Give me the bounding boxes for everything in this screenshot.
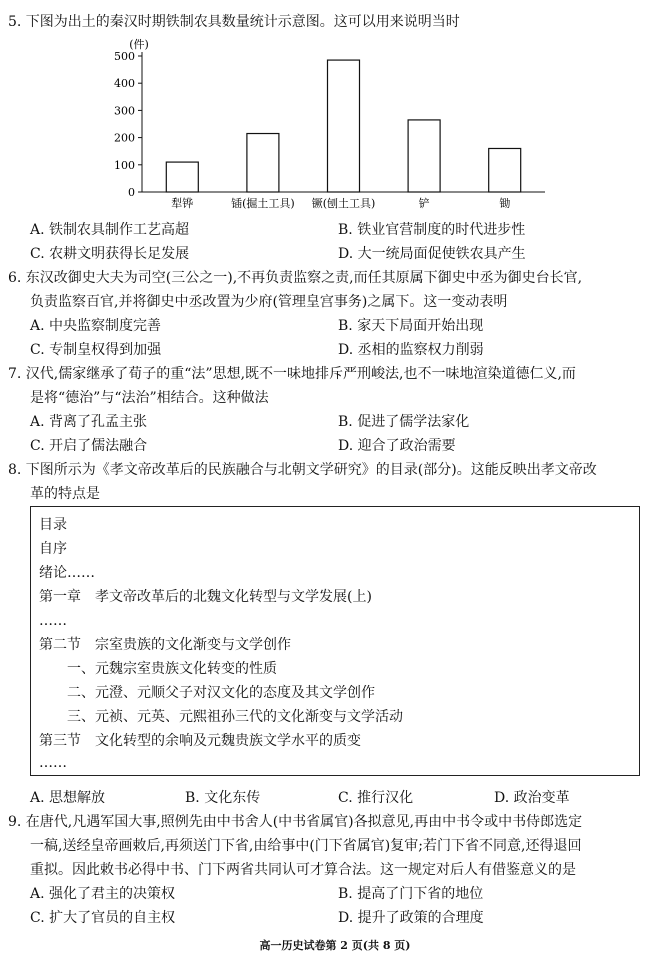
toc-line: 绪论…… xyxy=(39,565,95,581)
q8-option-d: D. 政治变革 xyxy=(494,790,570,806)
q8-option-c: C. 推行汉化 xyxy=(338,790,414,806)
x-tick-label: 铲 xyxy=(418,197,430,210)
y-tick-label: 300 xyxy=(114,104,135,118)
q7-option-c: C. 开启了儒法融合 xyxy=(30,438,148,454)
q7-option-d: D. 迎合了政治需要 xyxy=(338,438,456,454)
x-tick-label: 镢(刨土工具) xyxy=(311,197,376,210)
q6-stem-line1: 6. 东汉改御史大夫为司空(三公之一),不再负责监察之责,而任其原属下御史中丞为御史台长官, xyxy=(8,270,583,286)
q9-stem-line2: 一稿,送经皇帝画敕后,再须送门下省,由给事中(门下省属官)复审;若门下省不同意,还得退回 xyxy=(30,838,582,854)
bar xyxy=(328,60,360,192)
x-tick-label: 锸(掘土工具) xyxy=(231,197,295,210)
toc-line: 自序 xyxy=(39,541,67,557)
q6-option-a: A. 中央监察制度完善 xyxy=(30,318,162,334)
q9-option-a: A. 强化了君主的决策权 xyxy=(30,886,176,902)
bar xyxy=(247,134,279,192)
q9-option-b: B. 提高了门下省的地位 xyxy=(338,886,484,902)
q5-option-c: C. 农耕文明获得长足发展 xyxy=(30,246,190,262)
x-tick-label: 锄 xyxy=(499,197,511,210)
q9-stem-line3: 重拟。因此敕书必得中书、门下两省共同认可才算合法。这一规定对后人有借鉴意义的是 xyxy=(30,862,576,878)
q7-option-a: A. 背离了孔孟主张 xyxy=(30,414,148,430)
y-tick-label: 400 xyxy=(114,77,135,91)
toc-line: 第二节 宗室贵族的文化渐变与文学创作 xyxy=(39,637,291,653)
q8-option-b: B. 文化东传 xyxy=(185,790,261,806)
q9-option-c: C. 扩大了官员的自主权 xyxy=(30,910,176,926)
q8-option-a: A. 思想解放 xyxy=(30,790,106,806)
bar xyxy=(166,162,198,192)
toc-line: 第一章 孝文帝改革后的北魏文化转型与文学发展(上) xyxy=(39,589,372,605)
q5-stem: 5. 下图为出土的秦汉时期铁制农具数量统计示意图。这可以用来说明当时 xyxy=(8,14,460,30)
q5-option-d: D. 大一统局面促使铁农具产生 xyxy=(338,246,526,262)
y-tick-label: 100 xyxy=(114,158,135,172)
y-tick-label: 0 xyxy=(128,186,135,199)
q6-stem-line2: 负责监察百官,并将御史中丞改置为少府(管理皇宫事务)之属下。这一变动表明 xyxy=(30,294,508,310)
toc-line: …… xyxy=(39,613,67,629)
q7-stem-line2: 是将“德治”与“法治”相结合。这种做法 xyxy=(30,390,269,406)
q5-option-b: B. 铁业官营制度的时代进步性 xyxy=(338,222,526,238)
y-ticks xyxy=(114,50,142,199)
q6-option-b: B. 家天下局面开始出现 xyxy=(338,318,484,334)
iron-tools-bar-chart xyxy=(95,36,555,216)
bar xyxy=(489,148,521,192)
q8-stem-line2: 革的特点是 xyxy=(30,486,100,502)
bars xyxy=(166,60,520,192)
table-of-contents-box xyxy=(30,506,640,776)
toc-line: 一、元魏宗室贵族文化转变的性质 xyxy=(67,661,277,677)
page-footer: 高一历史试卷第 2 页(共 8 页) xyxy=(259,939,411,952)
q9-option-d: D. 提升了政策的合理度 xyxy=(338,910,484,926)
toc-line: …… xyxy=(39,755,67,771)
toc-line: 目录 xyxy=(39,517,67,533)
toc-line: 第三节 文化转型的余响及元魏贵族文学水平的质变 xyxy=(39,733,361,749)
q6-option-d: D. 丞相的监察权力削弱 xyxy=(338,342,484,358)
x-category-labels xyxy=(171,196,510,210)
q8-stem-line1: 8. 下图所示为《孝文帝改革后的民族融合与北朝文学研究》的目录(部分)。这能反映出孝文帝改 xyxy=(8,462,597,478)
q5-option-a: A. 铁制农具制作工艺高超 xyxy=(30,222,190,238)
q7-option-b: B. 促进了儒学法家化 xyxy=(338,414,470,430)
y-tick-label: 200 xyxy=(114,131,135,145)
bar xyxy=(408,120,440,192)
y-tick-label: 500 xyxy=(114,50,135,63)
q6-option-c: C. 专制皇权得到加强 xyxy=(30,342,162,358)
toc-line: 三、元祯、元英、元熙祖孙三代的文化渐变与文学活动 xyxy=(67,709,403,725)
toc-line: 二、元澄、元顺父子对汉文化的态度及其文学创作 xyxy=(67,685,375,701)
x-tick-label: 犁铧 xyxy=(171,197,194,210)
q7-stem-line1: 7. 汉代,儒家继承了荀子的重“法”思想,既不一味地排斥严刑峻法,也不一味地渲染道德仁义,而 xyxy=(8,366,576,382)
y-axis-unit-label: (件) xyxy=(129,38,149,51)
q9-stem-line1: 9. 在唐代,凡遇军国大事,照例先由中书舍人(中书省属官)各拟意见,再由中书令或中书侍郎选定 xyxy=(8,814,583,830)
